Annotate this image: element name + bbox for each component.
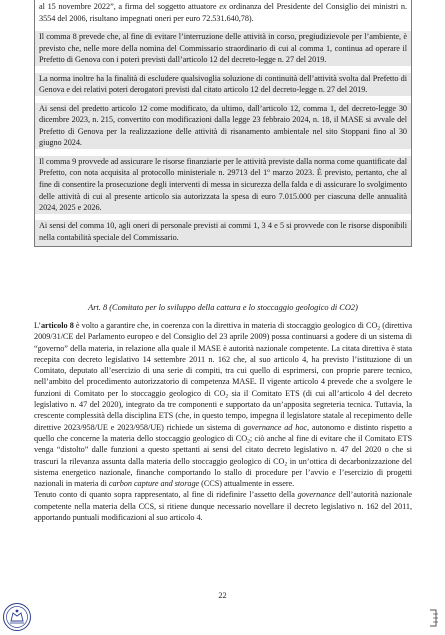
- paragraph-comma-8: Il comma 8 prevede che, al fine di evitare l’interruzione delle attività in corso, pregiudizievole per l’ambiente, è previsto che, nelle more della nomina del Commissario straordinario di cui al comma 1, continua ad operare il Prefetto di Genova con i poteri previsti dall’articolo 12 del decreto-legge n. 27 del 2019.: [35, 31, 411, 66]
- article-8-body: [34, 320, 412, 523]
- paragraph-comma-9: Il comma 9 provvede ad assicurare le risorse finanziarie per le attività previste dalla norma come quantificate dal Prefetto, con nota acquisita al protocollo ministeriale n. 29713 del 1$^o$ marzo 2023. È previsto, pertanto, che al fine di consentire la prosecuzione degli interventi di messa in sicurezza della falda e di assicurare lo svolgimento delle attività di cui al presente articolo sia autorizzata la spesa di euro 7.015.000 per ciascuna delle annualità 2024, 2025 e 2026.: [35, 156, 411, 214]
- paragraph-article-8-intro: L’articolo 8 è volto a garantire che, in coerenza con la direttiva in materia di stoccaggio geologico di $CO_2$ (direttiva 2009/31/CE del Parlamento europeo e del Consiglio del 23 aprile 2009) possa continuarsi a godere di un sistema di “governo” della materia, in relazione alla quale il MASE è autorità nazionale competente. La citata direttiva è stata recepita con decreto legislativo 14 settembre 2011 n. 162 che, al suo articolo 4, ha previsto l’istituzione di un Comitato, deputato all’esercizio di una serie di compiti, tra cui quello di esprimersi, con proprie parere tecnico, nell’ambito del procedimento autorizzatorio di competenza MASE. Il vigente articolo 4 prevede che a svolgere le funzioni di Comitato per lo stoccaggio geologico di $CO_2$ sia il Comitato ETS (di cui all’articolo 4 del decreto legislativo n. 47 del 2020), integrato da tre componenti e supportato da un’apposita segreteria tecnica. Tuttavia, la crescente complessità della disciplina ETS (che, in questo tempo, impegna il legislatore statale al recepimento delle direttive 2023/958/UE e 2023/958/UE) richiede un sistema di governance ad hoc, autonomo e distinto rispetto a quello che concerne la materia dello stoccaggio geologico di $CO_2$; ciò anche al fine di evitare che il Comitato ETS venga “distolto” dalle funzioni a questo spettanti ai sensi del citato decreto legislativo n. 47 del 2020 o che si trascuri la rilevanza assunta dalla materia dello stoccaggio geologico di $CO_2$ in un’ottica di decarbonizzazione del sistema energetico nazionale, finanche comportando lo stallo di procedure per l’avvio e l’esercizio di progetti nazionali in materia di carbon capture and storage (CCS) attualmente in essere.: [34, 321, 413, 489]
- paragraph-article-8-conclusion: Tenuto conto di quanto sopra rappresentato, al fine di ridefinire l’assetto della governance dell’autorità nazionale competente nella materia della CCS, si ritiene dunque necessario novellare il decreto legislativo n. 162 del 2011, apportando puntuali modificazioni al suo articolo 4.: [34, 490, 412, 523]
- paragraph-finalita: La norma inoltre ha la finalità di escludere qualsivoglia soluzione di continuità dell’attività svolta dal Prefetto di Genova e dei relativi poteri derogatori previsti dal citato articolo 12 del decreto-legge n. 27 del 2019.: [35, 73, 411, 96]
- margin-mark-icon: [428, 608, 440, 628]
- previous-article-box: [34, 0, 412, 247]
- paragraph-comma-10: Ai sensi del comma 10, agli oneri di personale previsti ai commi 1, 3 4 e 5 si provvede con le risorse disponibili nella contabilità speciale del Commissario.: [35, 220, 411, 245]
- paragraph-articolo-12: Ai sensi del predetto articolo 12 come modificato, da ultimo, dall’articolo 12, comma 1, del decreto-legge 30 dicembre 2023, n. 215, convertito con modificazioni dalla legge 23 febbraio 2024, n. 18, il MASE si avvale del Prefetto di Genova per la realizzazione delle attività di risanamento ambientale nel sito Stoppani fino al 30 giugno 2024.: [35, 103, 411, 149]
- section-title: Art. 8 (Comitato per lo sviluppo della cattura e lo stoccaggio geologico di CO2): [88, 303, 358, 312]
- camera-seal-icon: [2, 602, 32, 632]
- page-number: 22: [218, 591, 227, 600]
- paragraph-box-0: al 15 novembre 2022”, a firma del soggetto attuatore ex ordinanza del Presidente del Consiglio dei ministri n. 3554 del 2006, risultano impegnati oneri per euro 72.531.640,78).: [39, 2, 407, 23]
